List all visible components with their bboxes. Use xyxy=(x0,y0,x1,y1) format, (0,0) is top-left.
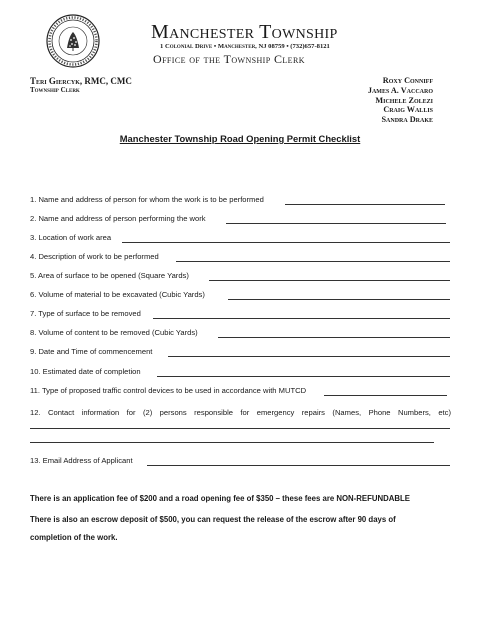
checklist-item-4: 4. Description of work to be performed xyxy=(30,252,159,261)
answer-line-2[interactable] xyxy=(226,223,446,224)
official-name: Sandra Drake xyxy=(381,115,433,125)
checklist-item-1: 1. Name and address of person for whom the work is to be performed xyxy=(30,195,264,204)
answer-line-4[interactable] xyxy=(176,261,450,262)
answer-line-5[interactable] xyxy=(209,280,450,281)
checklist-item-7: 7. Type of surface to be removed xyxy=(30,309,141,318)
answer-line-9[interactable] xyxy=(168,356,450,357)
clerk-block xyxy=(30,76,132,94)
township-name: Manchester Township xyxy=(151,21,338,43)
checklist-item-8: 8. Volume of content to be removed (Cubic Yards) xyxy=(30,328,198,337)
answer-line-1[interactable] xyxy=(285,204,445,205)
official-name: Craig Wallis xyxy=(383,105,433,115)
answer-line-8[interactable] xyxy=(218,337,450,338)
checklist-item-3: 3. Location of work area xyxy=(30,233,112,242)
clerk-name: Teri Giercyk, RMC, CMC xyxy=(30,76,132,86)
answer-line-11[interactable] xyxy=(324,395,447,396)
answer-line-3[interactable] xyxy=(122,242,450,243)
township-address: 1 Colonial Drive • Manchester, NJ 08759 • (732)657-8121 xyxy=(160,43,330,50)
official-name: Roxy Conniff xyxy=(382,76,433,85)
answer-line-13[interactable] xyxy=(147,465,450,466)
clerk-title: Township Clerk xyxy=(30,86,80,94)
fee-note-2: There is also an escrow deposit of $500, you can request the release of the escrow after 90 days of xyxy=(30,515,396,524)
checklist-item-11: 11. Type of proposed traffic control devices to be used in accordance with MUTCD xyxy=(30,386,307,395)
answer-line-10[interactable] xyxy=(157,376,450,377)
answer-line-12a[interactable] xyxy=(30,428,450,429)
checklist-item-2: 2. Name and address of person performing the work xyxy=(30,214,206,223)
answer-line-12b[interactable] xyxy=(30,442,434,443)
township-seal-logo xyxy=(46,14,100,68)
checklist-item-6: 6. Volume of material to be excavated (Cubic Yards) xyxy=(30,290,205,299)
checklist-item-10: 10. Estimated date of completion xyxy=(30,367,141,376)
fee-note-1: There is an application fee of $200 and a road opening fee of $350 – these fees are NON-REFUNDABLE xyxy=(30,494,410,503)
official-name: James A. Vaccaro xyxy=(367,85,433,95)
answer-line-6[interactable] xyxy=(228,299,450,300)
checklist-item-12: 12. Contact information for (2) persons responsible for emergency repairs (Names, Phone Numbers, etc) xyxy=(30,408,451,417)
office-name: Office of the Township Clerk xyxy=(153,52,305,66)
checklist-item-13: 13. Email Address of Applicant xyxy=(30,456,133,465)
fee-note-3: completion of the work. xyxy=(30,533,118,542)
document-title: Manchester Township Road Opening Permit Checklist xyxy=(119,133,361,144)
checklist-item-9: 9. Date and Time of commencement xyxy=(30,347,153,356)
checklist-item-5: 5. Area of surface to be opened (Square Yards) xyxy=(30,271,189,280)
answer-line-7[interactable] xyxy=(153,318,450,319)
officials-list xyxy=(368,76,433,125)
official-name: Michele Zolezi xyxy=(375,95,433,105)
